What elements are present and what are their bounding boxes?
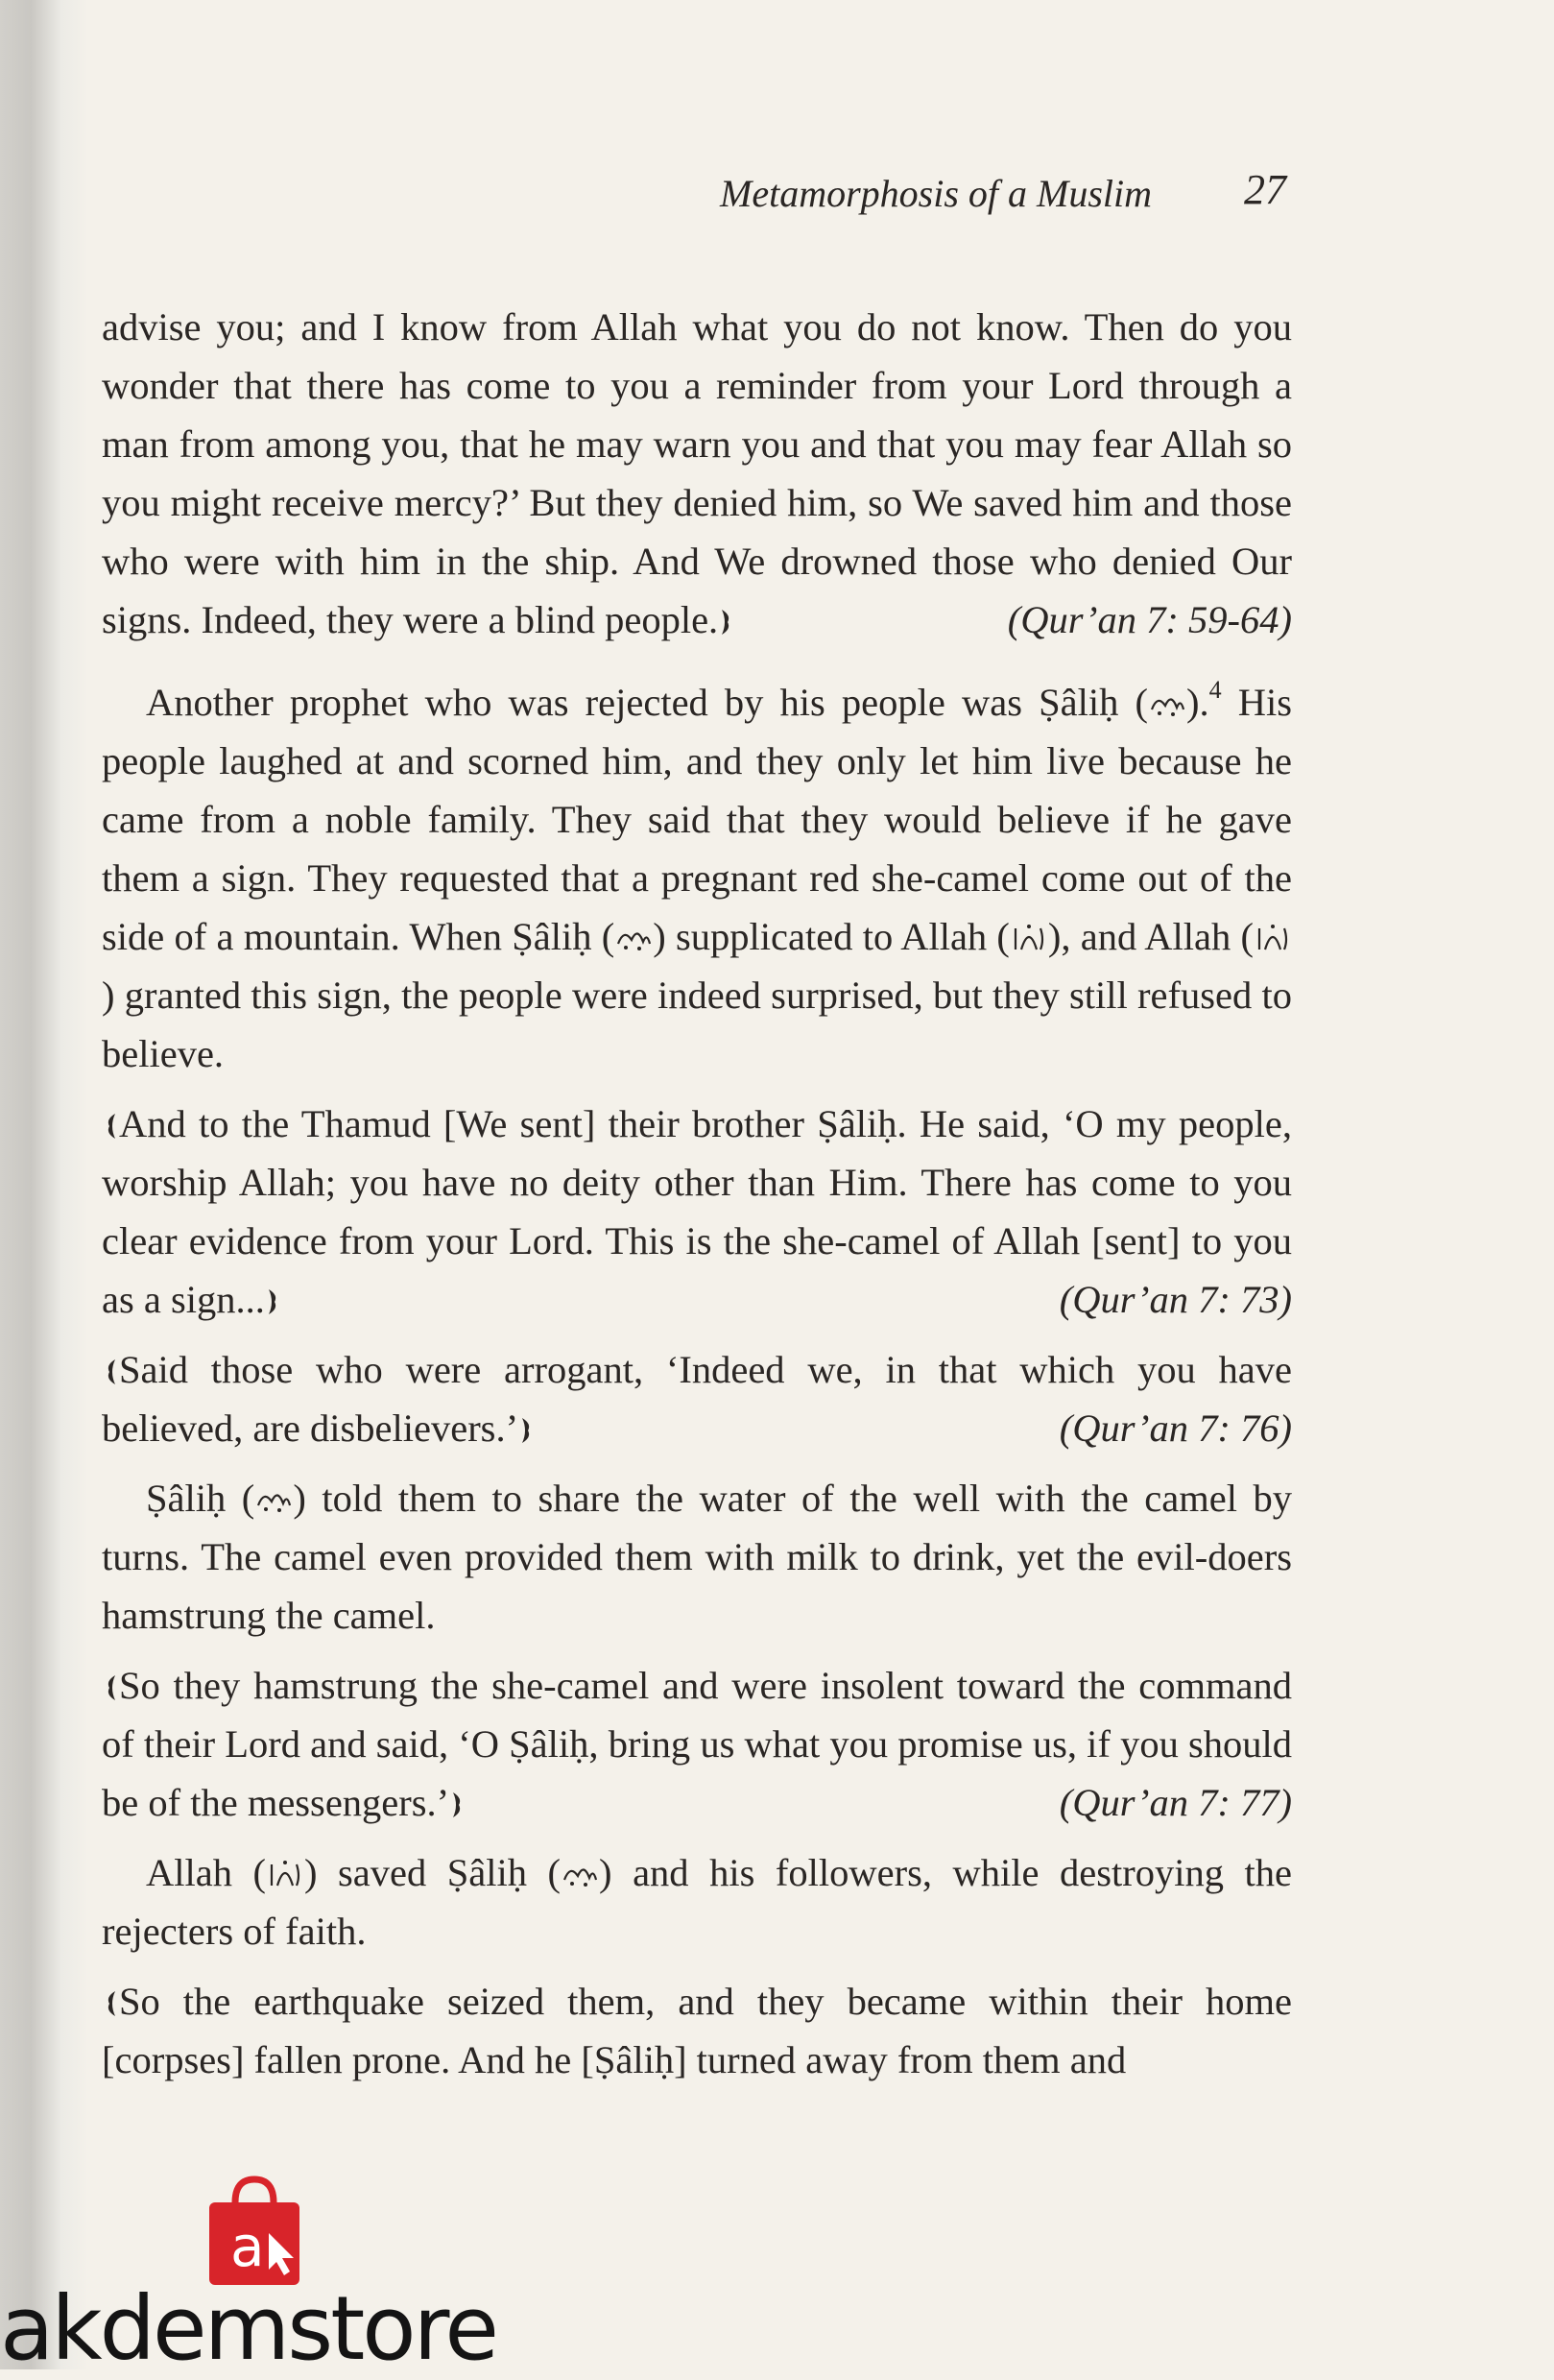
paragraph-text: ), and Allah ( — [1047, 915, 1254, 958]
paragraph-text: ) and his followers, while destroying the rejecters of faith. — [102, 1851, 1292, 1953]
paragraph-text: So they hamstrung the she-camel and were insolent toward the command of their Lord and said, ‘O Ṣâliḥ, bring us what you promise us, if you should be of the messengers.’ — [102, 1664, 1292, 1824]
quote-arrogant — [102, 1340, 1292, 1457]
page-body — [102, 298, 1292, 2089]
shopping-bag-icon — [202, 2174, 307, 2289]
closing-quote-bracket-icon — [720, 608, 733, 637]
glorified-exalted-icon — [1254, 921, 1292, 955]
peace-be-upon-him-icon — [614, 921, 653, 955]
paragraph-text: So the earthquake seized them, and they became within their home [corpses] fallen prone. And he [Ṣâliḥ] turned away from them and — [102, 1980, 1292, 2081]
paragraph-salih-intro: Another prophet who was rejected by his people was Ṣâliḥ ( ).$^4$ His people laughed at and scorned him, and they only let him live because he came from a noble family. They said that they would believe if he gave them a sign. They requested that a pregnant red she-camel come out of the side of a mountain. When Ṣâliḥ ( ) supplicated to Allah ( ), and Allah () granted this sign, the people were indeed surprised, but they still refused to believe. — [102, 676, 1292, 1075]
quote-earthquake — [102, 1972, 1292, 2089]
opening-quote-bracket-icon — [104, 1673, 117, 1702]
paragraph-text: ) saved Ṣâliḥ ( — [304, 1851, 562, 1894]
paragraph-text: ) granted this sign, the people were indeed surprised, but they still refused to believe. — [102, 974, 1292, 1075]
paragraph-text: Ṣâliḥ ( — [146, 1477, 255, 1520]
peace-be-upon-him-icon — [1148, 686, 1186, 721]
logo-letter: a — [230, 2214, 265, 2279]
closing-quote-bracket-icon — [451, 1791, 465, 1819]
quran-reference: (Qur’an 7: 73) — [1059, 1278, 1292, 1321]
paragraph-text: advise you; and I know from Allah what you do not know. Then do you wonder that there has come to you a reminder from your Lord through a man from among you, that he may warn you and that you may fear Allah so you might receive mercy?’ But they denied him, so We saved him and those who were with him in the ship. And We drowned those who denied Our signs. Indeed, they were a blind people. — [102, 305, 1292, 641]
running-header — [672, 165, 1286, 223]
paragraph-text: His people laughed at and scorned him, and they only let him live because he came from a noble family. They said that they would believe if he gave them a sign. They requested that a pregnant red she-camel come out of the side of a mountain. When Ṣâliḥ ( — [102, 681, 1292, 958]
paragraph-water-sharing — [102, 1469, 1292, 1645]
watermark-brand-text: akdemstore — [0, 2277, 496, 2380]
closing-quote-bracket-icon — [520, 1416, 534, 1445]
page-number: 27 — [1244, 166, 1286, 213]
footnote-marker: 4 — [1208, 676, 1222, 704]
quran-reference: (Qur’an 7: 59-64) — [1007, 598, 1292, 641]
paragraph-quote-continued — [102, 298, 1292, 649]
closing-quote-bracket-icon — [267, 1287, 280, 1316]
opening-quote-bracket-icon — [104, 1112, 117, 1141]
quote-hamstrung — [102, 1656, 1292, 1832]
paragraph-text: ) told them to share the water of the well with the camel by turns. The camel even provided them with milk to drink, yet the evil-doers hamstrung the camel. — [102, 1477, 1292, 1637]
watermark-logo — [0, 2170, 538, 2380]
book-spine-shadow — [0, 0, 88, 2369]
quote-thamud — [102, 1094, 1292, 1329]
glorified-exalted-icon — [1010, 921, 1048, 955]
opening-quote-bracket-icon — [104, 1989, 117, 2018]
peace-be-upon-him-icon — [254, 1482, 293, 1517]
paragraph-salih-saved — [102, 1843, 1292, 1960]
paragraph-text: Allah ( — [146, 1851, 266, 1894]
peace-be-upon-him-icon — [561, 1857, 599, 1891]
quran-reference: (Qur’an 7: 76) — [1059, 1406, 1292, 1450]
paragraph-text: Said those who were arrogant, ‘Indeed we, in that which you have believed, are disbelievers.’ — [102, 1348, 1292, 1450]
paragraph-text: ) supplicated to Allah ( — [653, 915, 1010, 958]
paragraph-text: Another prophet who was rejected by his people was Ṣâliḥ ( — [146, 681, 1148, 724]
paragraph-text: And to the Thamud [We sent] their brother Ṣâliḥ. He said, ‘O my people, worship Allah; you have no deity other than Him. There has come to you clear evidence from your Lord. This is the she-camel of Allah [sent] to you as a sign... — [102, 1102, 1292, 1321]
quran-reference: (Qur’an 7: 77) — [1059, 1781, 1292, 1824]
running-title: Metamorphosis of a Muslim — [720, 172, 1152, 215]
opening-quote-bracket-icon — [104, 1358, 117, 1386]
glorified-exalted-icon — [266, 1857, 304, 1891]
